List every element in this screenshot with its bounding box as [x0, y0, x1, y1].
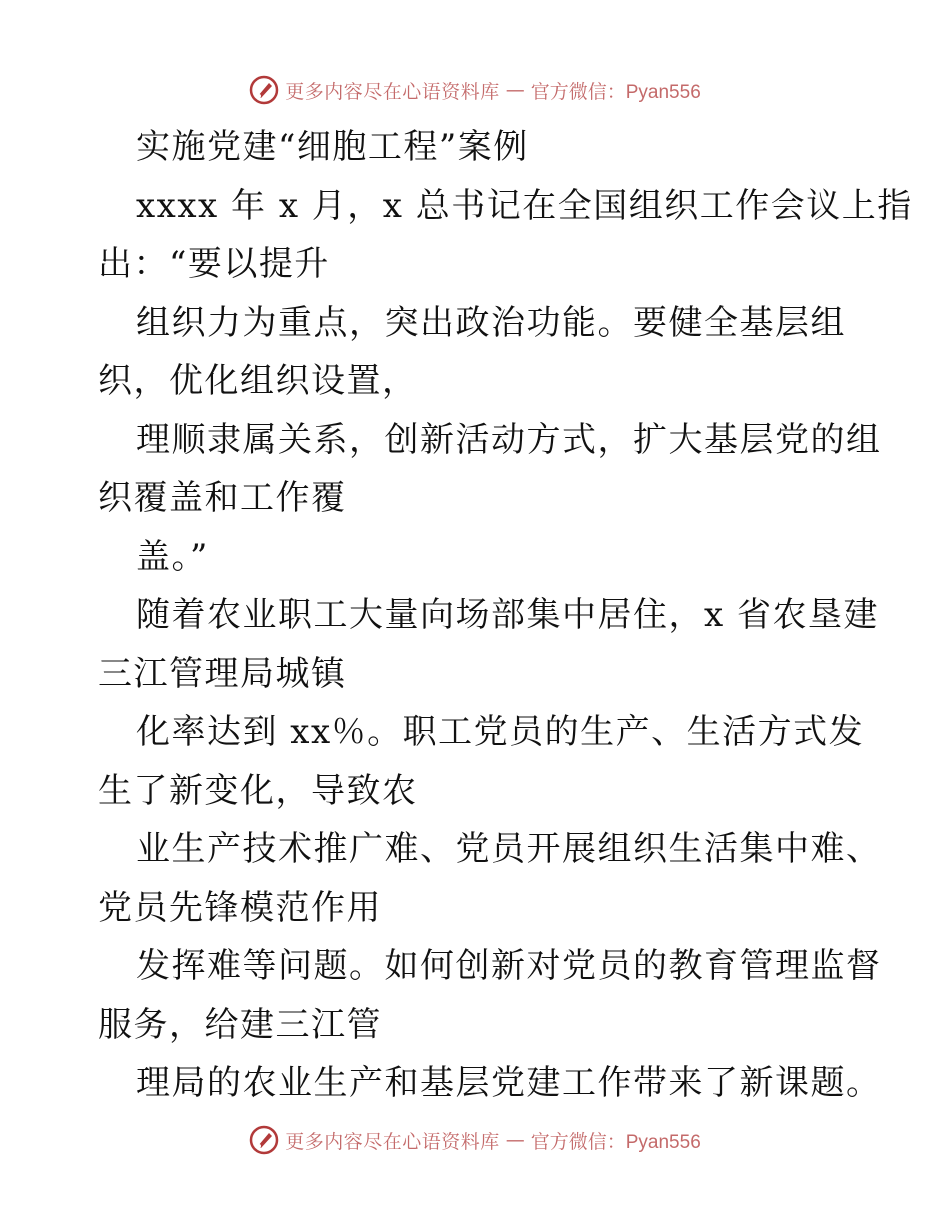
- watermark-suffix: 官方微信：Pyan556: [530, 1131, 701, 1153]
- paragraph-line: xxxx 年 x 月，x 总书记在全国组织工作会议上指: [136, 185, 913, 226]
- paragraph-line: 化率达到 xx％。职工党员的生产、生活方式发: [136, 712, 865, 752]
- watermark-suffix: 官方微信：Pyan556: [530, 81, 701, 103]
- paragraph-line: 盖。”: [136, 536, 209, 577]
- paragraph-line: 组织力为重点，突出政治功能。要健全基层组: [136, 302, 846, 343]
- paragraph-line: 生了新变化，导致农: [98, 770, 418, 811]
- paragraph-line: 理顺隶属关系，创新活动方式，扩大基层党的组: [136, 419, 882, 460]
- paragraph-line: 随着农业职工大量向场部集中居住，x 省农垦建: [136, 595, 879, 635]
- paragraph-line: 三江管理局城镇: [98, 653, 347, 694]
- paragraph-line: 理局的农业生产和基层党建工作带来了新课题。: [136, 1063, 882, 1103]
- watermark-text: 更多内容尽在心语资料库: [285, 1130, 500, 1153]
- pen-logo-icon: [249, 75, 279, 105]
- paragraph-line: 织，优化组织设置，: [98, 361, 418, 401]
- pen-logo-icon: [249, 1125, 279, 1155]
- watermark-separator: —: [505, 1129, 525, 1151]
- paragraph-line: 服务，给建三江管: [98, 1004, 382, 1045]
- paragraph-line: 业生产技术推广难、党员开展组织生活集中难、: [136, 829, 882, 869]
- watermark-separator: —: [505, 79, 525, 101]
- document-body: [98, 118, 913, 1113]
- paragraph-line: 出：“要以提升: [98, 244, 330, 284]
- watermark-text: 更多内容尽在心语资料库: [285, 80, 500, 103]
- paragraph-line: 发挥难等问题。如何创新对党员的教育管理监督: [136, 946, 882, 986]
- footer-watermark: [0, 1122, 950, 1158]
- header-watermark: [0, 72, 950, 108]
- paragraph-line: 织覆盖和工作覆: [98, 478, 347, 518]
- paragraph-line: 党员先锋模范作用: [98, 887, 382, 928]
- document-title: 实施党建“细胞工程”案例: [136, 127, 529, 167]
